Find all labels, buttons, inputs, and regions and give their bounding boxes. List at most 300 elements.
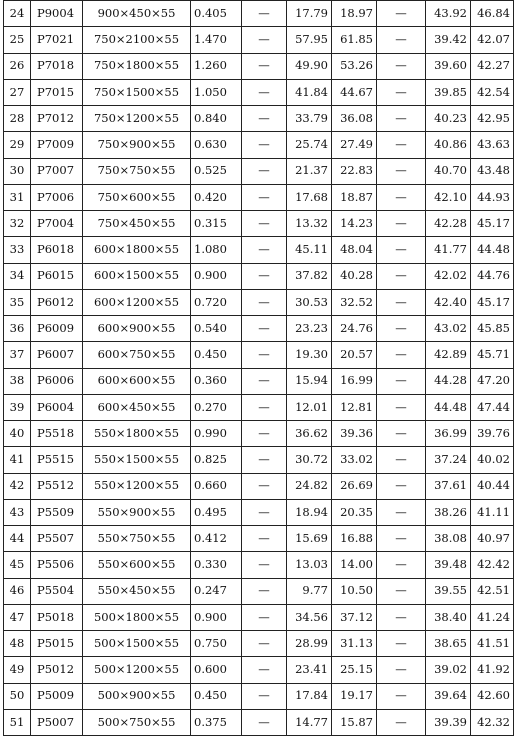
dimensions-cell: 500×900×55 bbox=[83, 683, 191, 709]
volume-cell: 0.750 bbox=[191, 631, 242, 657]
value-cell: 39.60 bbox=[426, 53, 471, 79]
dimensions-cell: 750×1200×55 bbox=[83, 106, 191, 132]
row-number-cell: 42 bbox=[4, 473, 31, 499]
row-number-cell: 25 bbox=[4, 27, 31, 53]
empty-value-cell: — bbox=[242, 552, 287, 578]
table-body bbox=[4, 1, 514, 736]
dimensions-cell: 550×750×55 bbox=[83, 526, 191, 552]
value-cell: 39.39 bbox=[426, 709, 471, 735]
table-row bbox=[4, 316, 514, 342]
table-row bbox=[4, 132, 514, 158]
value-cell: 44.48 bbox=[471, 237, 514, 263]
table-row bbox=[4, 79, 514, 105]
empty-value-cell: — bbox=[377, 211, 426, 237]
value-cell: 32.52 bbox=[332, 289, 377, 315]
value-cell: 17.84 bbox=[287, 683, 332, 709]
value-cell: 31.13 bbox=[332, 631, 377, 657]
dimensions-cell: 600×1500×55 bbox=[83, 263, 191, 289]
row-number-cell: 38 bbox=[4, 368, 31, 394]
value-cell: 40.97 bbox=[471, 526, 514, 552]
row-number-cell: 35 bbox=[4, 289, 31, 315]
volume-cell: 0.600 bbox=[191, 657, 242, 683]
value-cell: 36.62 bbox=[287, 421, 332, 447]
value-cell: 49.90 bbox=[287, 53, 332, 79]
row-number-cell: 43 bbox=[4, 499, 31, 525]
value-cell: 42.54 bbox=[471, 79, 514, 105]
empty-value-cell: — bbox=[377, 683, 426, 709]
row-number-cell: 31 bbox=[4, 184, 31, 210]
value-cell: 44.48 bbox=[426, 394, 471, 420]
value-cell: 40.44 bbox=[471, 473, 514, 499]
model-code-cell: P6018 bbox=[31, 237, 83, 263]
table-row bbox=[4, 447, 514, 473]
dimensions-cell: 750×450×55 bbox=[83, 211, 191, 237]
value-cell: 45.17 bbox=[471, 211, 514, 237]
value-cell: 30.53 bbox=[287, 289, 332, 315]
table-row bbox=[4, 211, 514, 237]
empty-value-cell: — bbox=[242, 473, 287, 499]
value-cell: 33.02 bbox=[332, 447, 377, 473]
value-cell: 39.76 bbox=[471, 421, 514, 447]
value-cell: 20.35 bbox=[332, 499, 377, 525]
table-row bbox=[4, 394, 514, 420]
value-cell: 39.36 bbox=[332, 421, 377, 447]
table-row bbox=[4, 158, 514, 184]
row-number-cell: 47 bbox=[4, 604, 31, 630]
dimensions-cell: 750×1800×55 bbox=[83, 53, 191, 79]
value-cell: 40.23 bbox=[426, 106, 471, 132]
dimensions-cell: 750×600×55 bbox=[83, 184, 191, 210]
value-cell: 22.83 bbox=[332, 158, 377, 184]
value-cell: 15.87 bbox=[332, 709, 377, 735]
volume-cell: 0.525 bbox=[191, 158, 242, 184]
value-cell: 42.42 bbox=[471, 552, 514, 578]
dimensions-cell: 500×1500×55 bbox=[83, 631, 191, 657]
empty-value-cell: — bbox=[242, 604, 287, 630]
row-number-cell: 24 bbox=[4, 1, 31, 27]
value-cell: 44.93 bbox=[471, 184, 514, 210]
empty-value-cell: — bbox=[242, 709, 287, 735]
model-code-cell: P6012 bbox=[31, 289, 83, 315]
value-cell: 20.57 bbox=[332, 342, 377, 368]
value-cell: 37.82 bbox=[287, 263, 332, 289]
value-cell: 45.11 bbox=[287, 237, 332, 263]
empty-value-cell: — bbox=[242, 53, 287, 79]
empty-value-cell: — bbox=[242, 368, 287, 394]
empty-value-cell: — bbox=[377, 263, 426, 289]
empty-value-cell: — bbox=[377, 604, 426, 630]
empty-value-cell: — bbox=[242, 263, 287, 289]
empty-value-cell: — bbox=[377, 1, 426, 27]
value-cell: 39.64 bbox=[426, 683, 471, 709]
data-table bbox=[3, 0, 514, 736]
row-number-cell: 46 bbox=[4, 578, 31, 604]
empty-value-cell: — bbox=[377, 552, 426, 578]
value-cell: 42.32 bbox=[471, 709, 514, 735]
value-cell: 43.48 bbox=[471, 158, 514, 184]
row-number-cell: 30 bbox=[4, 158, 31, 184]
value-cell: 46.84 bbox=[471, 1, 514, 27]
table-row bbox=[4, 499, 514, 525]
table-row bbox=[4, 263, 514, 289]
volume-cell: 0.825 bbox=[191, 447, 242, 473]
model-code-cell: P5009 bbox=[31, 683, 83, 709]
dimensions-cell: 550×1500×55 bbox=[83, 447, 191, 473]
value-cell: 45.17 bbox=[471, 289, 514, 315]
value-cell: 39.85 bbox=[426, 79, 471, 105]
value-cell: 41.11 bbox=[471, 499, 514, 525]
value-cell: 9.77 bbox=[287, 578, 332, 604]
row-number-cell: 40 bbox=[4, 421, 31, 447]
volume-cell: 0.360 bbox=[191, 368, 242, 394]
value-cell: 48.04 bbox=[332, 237, 377, 263]
value-cell: 18.97 bbox=[332, 1, 377, 27]
value-cell: 12.81 bbox=[332, 394, 377, 420]
empty-value-cell: — bbox=[242, 526, 287, 552]
value-cell: 43.92 bbox=[426, 1, 471, 27]
dimensions-cell: 550×600×55 bbox=[83, 552, 191, 578]
volume-cell: 0.630 bbox=[191, 132, 242, 158]
row-number-cell: 36 bbox=[4, 316, 31, 342]
value-cell: 19.17 bbox=[332, 683, 377, 709]
volume-cell: 0.720 bbox=[191, 289, 242, 315]
dimensions-cell: 750×1500×55 bbox=[83, 79, 191, 105]
volume-cell: 0.247 bbox=[191, 578, 242, 604]
volume-cell: 0.495 bbox=[191, 499, 242, 525]
empty-value-cell: — bbox=[377, 473, 426, 499]
value-cell: 39.02 bbox=[426, 657, 471, 683]
empty-value-cell: — bbox=[377, 447, 426, 473]
row-number-cell: 41 bbox=[4, 447, 31, 473]
value-cell: 25.74 bbox=[287, 132, 332, 158]
model-code-cell: P6007 bbox=[31, 342, 83, 368]
volume-cell: 1.470 bbox=[191, 27, 242, 53]
model-code-cell: P5512 bbox=[31, 473, 83, 499]
value-cell: 42.10 bbox=[426, 184, 471, 210]
model-code-cell: P7021 bbox=[31, 27, 83, 53]
empty-value-cell: — bbox=[377, 237, 426, 263]
value-cell: 28.99 bbox=[287, 631, 332, 657]
table-row bbox=[4, 709, 514, 735]
dimensions-cell: 600×900×55 bbox=[83, 316, 191, 342]
value-cell: 38.65 bbox=[426, 631, 471, 657]
value-cell: 10.50 bbox=[332, 578, 377, 604]
value-cell: 43.63 bbox=[471, 132, 514, 158]
empty-value-cell: — bbox=[377, 499, 426, 525]
empty-value-cell: — bbox=[242, 657, 287, 683]
empty-value-cell: — bbox=[242, 27, 287, 53]
table-row bbox=[4, 421, 514, 447]
model-code-cell: P5507 bbox=[31, 526, 83, 552]
empty-value-cell: — bbox=[377, 578, 426, 604]
value-cell: 44.67 bbox=[332, 79, 377, 105]
value-cell: 23.23 bbox=[287, 316, 332, 342]
table-row bbox=[4, 657, 514, 683]
empty-value-cell: — bbox=[242, 158, 287, 184]
row-number-cell: 39 bbox=[4, 394, 31, 420]
value-cell: 44.76 bbox=[471, 263, 514, 289]
value-cell: 38.40 bbox=[426, 604, 471, 630]
row-number-cell: 26 bbox=[4, 53, 31, 79]
value-cell: 42.28 bbox=[426, 211, 471, 237]
row-number-cell: 37 bbox=[4, 342, 31, 368]
row-number-cell: 32 bbox=[4, 211, 31, 237]
row-number-cell: 29 bbox=[4, 132, 31, 158]
table-row bbox=[4, 27, 514, 53]
value-cell: 37.61 bbox=[426, 473, 471, 499]
empty-value-cell: — bbox=[242, 79, 287, 105]
empty-value-cell: — bbox=[242, 132, 287, 158]
empty-value-cell: — bbox=[242, 211, 287, 237]
value-cell: 42.95 bbox=[471, 106, 514, 132]
volume-cell: 1.080 bbox=[191, 237, 242, 263]
dimensions-cell: 500×1800×55 bbox=[83, 604, 191, 630]
empty-value-cell: — bbox=[377, 394, 426, 420]
empty-value-cell: — bbox=[242, 184, 287, 210]
dimensions-cell: 550×1800×55 bbox=[83, 421, 191, 447]
value-cell: 42.89 bbox=[426, 342, 471, 368]
value-cell: 12.01 bbox=[287, 394, 332, 420]
empty-value-cell: — bbox=[377, 158, 426, 184]
value-cell: 27.49 bbox=[332, 132, 377, 158]
value-cell: 44.28 bbox=[426, 368, 471, 394]
value-cell: 37.24 bbox=[426, 447, 471, 473]
dimensions-cell: 600×1800×55 bbox=[83, 237, 191, 263]
value-cell: 18.94 bbox=[287, 499, 332, 525]
value-cell: 41.77 bbox=[426, 237, 471, 263]
value-cell: 39.42 bbox=[426, 27, 471, 53]
model-code-cell: P7006 bbox=[31, 184, 83, 210]
dimensions-cell: 600×600×55 bbox=[83, 368, 191, 394]
empty-value-cell: — bbox=[377, 27, 426, 53]
dimensions-cell: 600×750×55 bbox=[83, 342, 191, 368]
empty-value-cell: — bbox=[377, 709, 426, 735]
value-cell: 34.56 bbox=[287, 604, 332, 630]
row-number-cell: 45 bbox=[4, 552, 31, 578]
model-code-cell: P7018 bbox=[31, 53, 83, 79]
table-row bbox=[4, 368, 514, 394]
value-cell: 41.84 bbox=[287, 79, 332, 105]
value-cell: 41.51 bbox=[471, 631, 514, 657]
value-cell: 61.85 bbox=[332, 27, 377, 53]
model-code-cell: P9004 bbox=[31, 1, 83, 27]
empty-value-cell: — bbox=[242, 106, 287, 132]
value-cell: 42.51 bbox=[471, 578, 514, 604]
volume-cell: 0.450 bbox=[191, 342, 242, 368]
dimensions-cell: 500×750×55 bbox=[83, 709, 191, 735]
volume-cell: 0.420 bbox=[191, 184, 242, 210]
dimensions-cell: 550×900×55 bbox=[83, 499, 191, 525]
model-code-cell: P5515 bbox=[31, 447, 83, 473]
model-code-cell: P5018 bbox=[31, 604, 83, 630]
table-row bbox=[4, 53, 514, 79]
model-code-cell: P6009 bbox=[31, 316, 83, 342]
volume-cell: 0.660 bbox=[191, 473, 242, 499]
empty-value-cell: — bbox=[377, 132, 426, 158]
model-code-cell: P5509 bbox=[31, 499, 83, 525]
empty-value-cell: — bbox=[242, 1, 287, 27]
empty-value-cell: — bbox=[242, 237, 287, 263]
value-cell: 16.88 bbox=[332, 526, 377, 552]
empty-value-cell: — bbox=[377, 657, 426, 683]
model-code-cell: P5518 bbox=[31, 421, 83, 447]
table-row bbox=[4, 526, 514, 552]
value-cell: 41.24 bbox=[471, 604, 514, 630]
value-cell: 39.48 bbox=[426, 552, 471, 578]
model-code-cell: P7004 bbox=[31, 211, 83, 237]
model-code-cell: P7007 bbox=[31, 158, 83, 184]
value-cell: 37.12 bbox=[332, 604, 377, 630]
dimensions-cell: 550×450×55 bbox=[83, 578, 191, 604]
value-cell: 42.60 bbox=[471, 683, 514, 709]
volume-cell: 1.260 bbox=[191, 53, 242, 79]
row-number-cell: 50 bbox=[4, 683, 31, 709]
value-cell: 38.08 bbox=[426, 526, 471, 552]
empty-value-cell: — bbox=[242, 316, 287, 342]
model-code-cell: P5506 bbox=[31, 552, 83, 578]
model-code-cell: P7012 bbox=[31, 106, 83, 132]
table-row bbox=[4, 683, 514, 709]
row-number-cell: 51 bbox=[4, 709, 31, 735]
volume-cell: 0.900 bbox=[191, 263, 242, 289]
empty-value-cell: — bbox=[242, 394, 287, 420]
value-cell: 40.86 bbox=[426, 132, 471, 158]
value-cell: 24.82 bbox=[287, 473, 332, 499]
value-cell: 42.27 bbox=[471, 53, 514, 79]
empty-value-cell: — bbox=[377, 53, 426, 79]
model-code-cell: P7015 bbox=[31, 79, 83, 105]
value-cell: 18.87 bbox=[332, 184, 377, 210]
value-cell: 24.76 bbox=[332, 316, 377, 342]
value-cell: 40.70 bbox=[426, 158, 471, 184]
empty-value-cell: — bbox=[377, 106, 426, 132]
value-cell: 15.94 bbox=[287, 368, 332, 394]
value-cell: 15.69 bbox=[287, 526, 332, 552]
value-cell: 33.79 bbox=[287, 106, 332, 132]
row-number-cell: 49 bbox=[4, 657, 31, 683]
value-cell: 23.41 bbox=[287, 657, 332, 683]
value-cell: 45.85 bbox=[471, 316, 514, 342]
value-cell: 39.55 bbox=[426, 578, 471, 604]
volume-cell: 0.375 bbox=[191, 709, 242, 735]
row-number-cell: 48 bbox=[4, 631, 31, 657]
dimensions-cell: 750×900×55 bbox=[83, 132, 191, 158]
value-cell: 40.02 bbox=[471, 447, 514, 473]
value-cell: 17.79 bbox=[287, 1, 332, 27]
empty-value-cell: — bbox=[377, 184, 426, 210]
dimensions-cell: 750×750×55 bbox=[83, 158, 191, 184]
empty-value-cell: — bbox=[377, 316, 426, 342]
row-number-cell: 28 bbox=[4, 106, 31, 132]
empty-value-cell: — bbox=[242, 683, 287, 709]
volume-cell: 0.405 bbox=[191, 1, 242, 27]
value-cell: 42.02 bbox=[426, 263, 471, 289]
value-cell: 40.28 bbox=[332, 263, 377, 289]
table-row bbox=[4, 473, 514, 499]
value-cell: 17.68 bbox=[287, 184, 332, 210]
row-number-cell: 34 bbox=[4, 263, 31, 289]
empty-value-cell: — bbox=[377, 79, 426, 105]
empty-value-cell: — bbox=[377, 631, 426, 657]
model-code-cell: P5007 bbox=[31, 709, 83, 735]
volume-cell: 0.840 bbox=[191, 106, 242, 132]
empty-value-cell: — bbox=[242, 342, 287, 368]
volume-cell: 0.990 bbox=[191, 421, 242, 447]
value-cell: 14.77 bbox=[287, 709, 332, 735]
value-cell: 21.37 bbox=[287, 158, 332, 184]
table-row bbox=[4, 578, 514, 604]
empty-value-cell: — bbox=[242, 447, 287, 473]
value-cell: 43.02 bbox=[426, 316, 471, 342]
model-code-cell: P6015 bbox=[31, 263, 83, 289]
table-row bbox=[4, 237, 514, 263]
dimensions-cell: 500×1200×55 bbox=[83, 657, 191, 683]
empty-value-cell: — bbox=[242, 499, 287, 525]
dimensions-cell: 900×450×55 bbox=[83, 1, 191, 27]
dimensions-cell: 600×450×55 bbox=[83, 394, 191, 420]
model-code-cell: P5504 bbox=[31, 578, 83, 604]
value-cell: 45.71 bbox=[471, 342, 514, 368]
empty-value-cell: — bbox=[377, 526, 426, 552]
empty-value-cell: — bbox=[377, 342, 426, 368]
volume-cell: 0.315 bbox=[191, 211, 242, 237]
value-cell: 41.92 bbox=[471, 657, 514, 683]
table-row bbox=[4, 342, 514, 368]
volume-cell: 0.540 bbox=[191, 316, 242, 342]
table-row bbox=[4, 552, 514, 578]
row-number-cell: 27 bbox=[4, 79, 31, 105]
value-cell: 16.99 bbox=[332, 368, 377, 394]
volume-cell: 0.270 bbox=[191, 394, 242, 420]
volume-cell: 0.450 bbox=[191, 683, 242, 709]
row-number-cell: 33 bbox=[4, 237, 31, 263]
empty-value-cell: — bbox=[242, 421, 287, 447]
dimensions-cell: 550×1200×55 bbox=[83, 473, 191, 499]
value-cell: 47.20 bbox=[471, 368, 514, 394]
value-cell: 36.99 bbox=[426, 421, 471, 447]
empty-value-cell: — bbox=[377, 289, 426, 315]
table-row bbox=[4, 106, 514, 132]
value-cell: 26.69 bbox=[332, 473, 377, 499]
value-cell: 25.15 bbox=[332, 657, 377, 683]
volume-cell: 0.330 bbox=[191, 552, 242, 578]
value-cell: 13.03 bbox=[287, 552, 332, 578]
volume-cell: 1.050 bbox=[191, 79, 242, 105]
value-cell: 14.23 bbox=[332, 211, 377, 237]
value-cell: 13.32 bbox=[287, 211, 332, 237]
value-cell: 47.44 bbox=[471, 394, 514, 420]
volume-cell: 0.412 bbox=[191, 526, 242, 552]
empty-value-cell: — bbox=[377, 421, 426, 447]
model-code-cell: P5015 bbox=[31, 631, 83, 657]
empty-value-cell: — bbox=[242, 631, 287, 657]
dimensions-cell: 600×1200×55 bbox=[83, 289, 191, 315]
value-cell: 14.00 bbox=[332, 552, 377, 578]
empty-value-cell: — bbox=[242, 289, 287, 315]
table-row bbox=[4, 604, 514, 630]
value-cell: 53.26 bbox=[332, 53, 377, 79]
value-cell: 19.30 bbox=[287, 342, 332, 368]
model-code-cell: P5012 bbox=[31, 657, 83, 683]
model-code-cell: P6006 bbox=[31, 368, 83, 394]
model-code-cell: P7009 bbox=[31, 132, 83, 158]
value-cell: 42.07 bbox=[471, 27, 514, 53]
dimensions-cell: 750×2100×55 bbox=[83, 27, 191, 53]
volume-cell: 0.900 bbox=[191, 604, 242, 630]
table-row bbox=[4, 631, 514, 657]
value-cell: 57.95 bbox=[287, 27, 332, 53]
model-code-cell: P6004 bbox=[31, 394, 83, 420]
